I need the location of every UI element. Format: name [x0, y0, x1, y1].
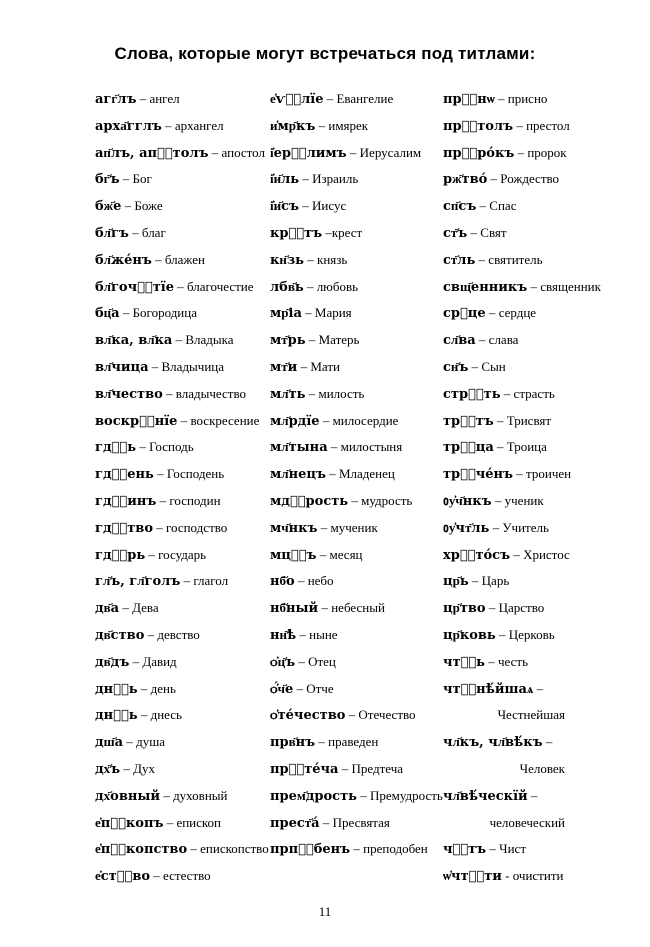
entry-translation: – Сын	[468, 358, 506, 374]
entry-slavonic: і҆и҃съ	[270, 199, 299, 215]
entry-translation: – праведен	[315, 734, 379, 750]
entry-translation: – благ	[128, 224, 166, 240]
entry-slavonic: е҆ѵⷢ҇лїе	[270, 92, 324, 107]
entry-slavonic: бж҃е	[95, 199, 122, 215]
entry-translation: –	[533, 680, 544, 696]
entry-slavonic: прⷭ҇нѡ	[443, 92, 495, 107]
word-entry	[95, 542, 269, 569]
entry-slavonic: прⷭ҇те́ча	[270, 761, 339, 777]
page-number: 11	[318, 904, 332, 919]
entry-translation: – Владычица	[148, 358, 225, 374]
entry-slavonic: ѡ҆чтⷭ҇ти	[443, 869, 502, 885]
word-entry	[443, 622, 601, 649]
word-entry	[270, 86, 443, 113]
entry-slavonic: цр҃ковь	[443, 627, 496, 643]
word-entry	[270, 113, 443, 140]
word-entry	[270, 568, 443, 595]
word-entry	[270, 220, 443, 247]
entry-slavonic: ап҃лъ, апⷭ҇толъ	[95, 145, 209, 161]
entry-translation: – владычество	[162, 385, 247, 401]
word-entry	[443, 756, 565, 783]
entry-slavonic: ѻ҆́ч҃е	[270, 681, 294, 697]
column-1	[95, 86, 269, 890]
word-entry	[270, 434, 443, 461]
entry-slavonic: рж҃тво́	[443, 172, 488, 188]
entry-slavonic: трⷪ҇ца	[443, 440, 494, 456]
word-entry	[270, 408, 443, 435]
entry-translation: – милосердие	[319, 412, 399, 428]
entry-translation: – Рождество	[487, 171, 560, 187]
word-entry	[95, 810, 269, 837]
entry-translation: – преподобен	[350, 841, 428, 857]
entry-slavonic: срⷣце	[443, 306, 486, 322]
entry-slavonic: чтⷭ҇ь	[443, 654, 485, 670]
entry-translation: – Господь	[136, 439, 194, 455]
entry-slavonic: прпⷭ҇бенъ	[270, 842, 351, 858]
column-3	[443, 86, 601, 890]
entry-slavonic: чтⷭ҇нѣ́йшаѧ	[443, 681, 534, 697]
word-entry	[443, 488, 601, 515]
word-entry	[270, 729, 443, 756]
entry-slavonic: мдⷭ҇рость	[270, 493, 349, 509]
word-entry	[443, 193, 601, 220]
word-entry	[95, 434, 269, 461]
entry-slavonic: прем҃дрость	[270, 788, 357, 804]
word-entry	[443, 810, 565, 837]
entry-translation: – Иисус	[299, 198, 347, 214]
word-entry	[95, 729, 269, 756]
entry-translation: – Младенец	[325, 466, 395, 482]
entry-slavonic: ᲂу҆ч҃нкъ	[443, 493, 492, 509]
word-entry	[443, 729, 601, 756]
entry-translation: – небесный	[318, 600, 385, 616]
entry-translation: – Евангелие	[323, 91, 394, 106]
word-entry	[443, 836, 601, 863]
word-entry	[95, 193, 269, 220]
word-entry	[443, 220, 601, 247]
word-entry	[95, 756, 269, 783]
entry-translation: – сердце	[485, 305, 537, 321]
word-entry	[95, 274, 269, 301]
entry-translation: – слава	[475, 332, 519, 348]
entry-slavonic: цр҃ь	[443, 574, 469, 590]
entry-translation: – мученик	[317, 519, 378, 535]
word-entry	[270, 327, 443, 354]
entry-translation: – мудрость	[348, 492, 413, 508]
word-entry	[443, 274, 601, 301]
entry-slavonic: е҆стⷭ҇во	[95, 869, 151, 885]
entry-slavonic: кн҃зь	[270, 252, 304, 268]
entry-translation: – апостол	[208, 144, 265, 160]
word-entry	[95, 300, 269, 327]
word-entry	[270, 676, 443, 703]
entry-slavonic: крⷭ҇тъ	[270, 225, 323, 241]
entry-translation: – блажен	[151, 251, 205, 267]
entry-translation: – Мати	[297, 358, 340, 374]
word-entry	[443, 649, 601, 676]
word-entry	[270, 247, 443, 274]
entry-translation: – Израиль	[299, 171, 359, 187]
entry-translation: Честнейшая	[497, 707, 565, 723]
entry-slavonic: і҆и҃ль	[270, 172, 300, 188]
word-entry	[443, 434, 601, 461]
entry-slavonic: ѻ҆ц҃ъ	[270, 654, 296, 670]
entry-slavonic: нн҃ѣ	[270, 627, 297, 643]
word-entry	[270, 542, 443, 569]
word-entry	[95, 140, 269, 167]
entry-slavonic: прв҃нъ	[270, 735, 316, 751]
entry-slavonic: трⷪ҇че́нъ	[443, 467, 514, 483]
entry-translation: – милость	[305, 385, 365, 401]
entry-translation: – имярек	[315, 117, 369, 133]
entry-translation: – Свят	[467, 224, 507, 240]
word-entry	[270, 649, 443, 676]
word-entry	[95, 568, 269, 595]
entry-slavonic: бг҃ъ	[95, 172, 120, 188]
entry-translation: – естество	[150, 868, 211, 884]
word-entry	[270, 166, 443, 193]
entry-translation: – Дух	[120, 760, 156, 776]
entry-translation: – духовный	[160, 787, 228, 803]
word-entry	[95, 166, 269, 193]
word-entry	[95, 327, 269, 354]
entry-translation: – архангел	[161, 117, 224, 133]
word-entry	[95, 515, 269, 542]
entry-translation: – Учитель	[489, 519, 549, 535]
word-entry	[95, 649, 269, 676]
entry-translation: – престол	[513, 117, 570, 133]
entry-slavonic: гл҃ъ, гл҃голъ	[95, 574, 181, 590]
word-entry	[443, 247, 601, 274]
entry-slavonic: мр҃іа	[270, 306, 302, 322]
entry-translation: – днесь	[137, 707, 182, 723]
entry-slavonic: стрⷭ҇ть	[443, 386, 501, 402]
entry-slavonic: агг҃лъ	[95, 92, 137, 107]
word-entry	[443, 113, 601, 140]
entry-slavonic: цр҃тво	[443, 601, 486, 617]
entry-translation: – епископ	[163, 814, 222, 830]
entry-translation: – Чист	[486, 841, 527, 857]
word-entry	[443, 568, 601, 595]
entry-slavonic: нб҃о	[270, 574, 295, 590]
word-entry	[443, 140, 601, 167]
word-entry	[443, 408, 601, 435]
entry-translation: – Троица	[493, 439, 547, 455]
entry-slavonic: вл҃чица	[95, 359, 149, 375]
entry-translation: – благочестие	[173, 278, 254, 294]
entry-slavonic: мт҃и	[270, 359, 298, 375]
word-entry	[95, 113, 269, 140]
entry-translation: – ныне	[296, 626, 338, 642]
entry-slavonic: ᲂу҆чт҃ль	[443, 520, 490, 536]
entry-slavonic: хрⷭ҇то́съ	[443, 547, 511, 563]
entry-slavonic: ѻ҆те́чество	[270, 708, 346, 724]
entry-translation: – честь	[485, 653, 529, 669]
word-entry	[443, 783, 601, 810]
entry-slavonic: мч҃нкъ	[270, 520, 318, 536]
entry-slavonic: свщ҃енникъ	[443, 279, 528, 295]
word-entry	[270, 274, 443, 301]
word-entry	[270, 836, 443, 863]
entry-translation: – Церковь	[495, 626, 555, 642]
entry-slavonic: воскрⷭ҇нїе	[95, 413, 178, 429]
entry-translation: – Матерь	[305, 332, 360, 348]
entry-slavonic: чл҃вѣ́ческїй	[443, 788, 528, 804]
word-entry	[95, 381, 269, 408]
entry-translation: – душа	[123, 734, 165, 750]
word-entry	[95, 595, 269, 622]
word-entry	[95, 836, 269, 863]
entry-slavonic: і҆ерⷭ҇лимъ	[270, 145, 347, 161]
entry-translation: – ангел	[136, 91, 180, 106]
entry-slavonic: дх҃овный	[95, 788, 161, 804]
entry-slavonic: днⷭ҇ь	[95, 708, 138, 724]
word-entry	[443, 461, 601, 488]
entry-translation: – Премудрость	[356, 787, 443, 803]
entry-translation: – месяц	[316, 546, 363, 562]
entry-translation: – любовь	[303, 278, 359, 294]
entry-slavonic: прест҃а́	[270, 815, 320, 831]
word-entry	[270, 702, 443, 729]
entry-slavonic: дв҃а	[95, 601, 120, 617]
column-2	[270, 86, 443, 863]
word-entry	[270, 810, 443, 837]
entry-slavonic: гдⷭ҇инъ	[95, 493, 157, 509]
entry-slavonic: вл҃чество	[95, 386, 163, 402]
entry-translation: –	[542, 734, 553, 750]
entry-translation: Человек	[519, 760, 565, 776]
word-entry	[270, 488, 443, 515]
entry-slavonic: мл҃нецъ	[270, 467, 326, 483]
word-entry	[443, 595, 601, 622]
word-entry	[443, 515, 601, 542]
entry-slavonic: бц҃а	[95, 306, 120, 322]
entry-translation: – Господень	[153, 466, 225, 482]
entry-slavonic: чⷭ҇тъ	[443, 842, 487, 858]
entry-translation: –	[527, 787, 538, 803]
entry-slavonic: гдⷭ҇ь	[95, 440, 137, 456]
entry-translation: –крест	[322, 224, 363, 240]
word-entry	[95, 676, 269, 703]
entry-translation: – государь	[145, 546, 207, 562]
word-entry	[443, 863, 601, 890]
entry-slavonic: гдⷭ҇рь	[95, 547, 146, 563]
word-entry	[270, 756, 443, 783]
word-entry	[443, 381, 601, 408]
entry-slavonic: прⷭ҇толъ	[443, 118, 514, 134]
entry-translation: – милостыня	[327, 439, 403, 455]
word-entry	[270, 354, 443, 381]
word-entry	[95, 354, 269, 381]
entry-translation: – Бог	[119, 171, 152, 187]
entry-slavonic: мт҃рь	[270, 333, 306, 349]
word-entry	[443, 300, 601, 327]
entry-slavonic: мл҃тына	[270, 440, 328, 456]
entry-slavonic: сп҃съ	[443, 199, 477, 215]
word-entry	[270, 381, 443, 408]
word-entry	[95, 783, 269, 810]
word-entry	[270, 140, 443, 167]
word-entry	[443, 86, 601, 113]
entry-slavonic: чл҃къ, чл҃вѣ́къ	[443, 735, 543, 751]
entry-translation: – троичен	[513, 466, 572, 482]
entry-translation: – Отечество	[345, 707, 416, 723]
entry-slavonic: лбв҃ь	[270, 279, 304, 295]
entry-slavonic: днⷭ҇ь	[95, 681, 138, 697]
entry-translation: – святитель	[475, 251, 543, 267]
entry-slavonic: бл҃гъ	[95, 225, 129, 241]
entry-slavonic: е҆пⷭ҇копство	[95, 842, 188, 858]
word-entry	[443, 676, 601, 703]
word-entry	[270, 783, 443, 810]
entry-translation: – пророк	[514, 144, 567, 160]
entry-slavonic: дв҃ство	[95, 627, 145, 643]
entry-translation: – Предтеча	[338, 760, 404, 776]
word-entry	[95, 461, 269, 488]
entry-translation: – священник	[527, 278, 601, 294]
entry-slavonic: дш҃а	[95, 735, 124, 751]
entry-slavonic: бл҃гочⷭ҇тїе	[95, 279, 174, 295]
entry-translation: – Богородица	[119, 305, 197, 321]
entry-translation: – Спас	[476, 198, 517, 214]
entry-slavonic: гдⷭ҇тво	[95, 520, 153, 536]
entry-translation: – Пресвятая	[319, 814, 390, 830]
entry-translation: – князь	[304, 251, 348, 267]
entry-translation: – Отче	[293, 680, 334, 696]
entry-slavonic: мцⷭ҇ъ	[270, 547, 317, 563]
word-entry	[95, 702, 269, 729]
entry-slavonic: вл҃ка, вл҃ка	[95, 333, 173, 349]
entry-translation: – господство	[153, 519, 228, 535]
entry-slavonic: арха҃гглъ	[95, 118, 162, 134]
entry-slavonic: и҆мр҃къ	[270, 118, 316, 134]
entry-slavonic: дх҃ъ	[95, 761, 121, 777]
word-entry	[270, 595, 443, 622]
word-entry	[270, 300, 443, 327]
entry-translation: – день	[137, 680, 176, 696]
entry-translation: – Отец	[295, 653, 336, 669]
entry-translation: – Царь	[468, 573, 510, 589]
page-title: Слова, которые могут встречаться под титлами:	[114, 44, 536, 63]
entry-translation: – воскресение	[177, 412, 260, 428]
entry-translation: – Христос	[510, 546, 570, 562]
entry-translation: – господин	[156, 492, 221, 508]
entry-translation: – Трисвят	[493, 412, 552, 428]
entry-translation: – Иерусалим	[346, 144, 422, 160]
word-entry	[95, 408, 269, 435]
entry-slavonic: прⷪ҇ро́къ	[443, 145, 515, 161]
entry-translation: – присно	[494, 91, 548, 106]
word-entry	[95, 863, 269, 890]
word-entry	[443, 354, 601, 381]
entry-translation: – страсть	[500, 385, 555, 401]
entry-slavonic: нб҃ный	[270, 601, 319, 617]
entry-translation: – ученик	[491, 492, 544, 508]
word-entry	[270, 193, 443, 220]
entry-translation: – девство	[144, 626, 200, 642]
entry-slavonic: сл҃ва	[443, 333, 476, 349]
entry-slavonic: ст҃ль	[443, 252, 476, 268]
entry-translation: – епископство	[187, 841, 269, 857]
entry-translation: – Давид	[129, 653, 177, 669]
entry-translation: – Владыка	[172, 332, 234, 348]
word-entry	[443, 542, 601, 569]
word-entry	[95, 247, 269, 274]
entry-translation: – Боже	[121, 198, 163, 214]
entry-slavonic: мл҃рдїе	[270, 413, 320, 429]
word-entry	[443, 327, 601, 354]
entry-slavonic: ст҃ъ	[443, 225, 468, 241]
entry-translation: – Дева	[119, 600, 159, 616]
entry-translation: – глагол	[180, 573, 229, 589]
entry-slavonic: трⷭ҇тъ	[443, 413, 494, 429]
entry-translation: – небо	[294, 573, 334, 589]
word-entry	[95, 86, 269, 113]
entry-translation: – Царство	[485, 600, 545, 616]
word-entry	[95, 488, 269, 515]
word-entry	[95, 220, 269, 247]
entry-translation: - очистити	[501, 868, 564, 884]
entry-slavonic: дв҃дъ	[95, 654, 130, 670]
entry-slavonic: е҆пⷭ҇копъ	[95, 815, 164, 831]
word-entry	[443, 166, 601, 193]
word-entry	[270, 622, 443, 649]
word-entry	[270, 461, 443, 488]
entry-translation: – Мария	[301, 305, 352, 321]
entry-slavonic: бл҃же́нъ	[95, 252, 152, 268]
entry-slavonic: гдⷭ҇ень	[95, 467, 154, 483]
entry-slavonic: мл҃ть	[270, 386, 306, 402]
entry-translation: человеческий	[489, 814, 565, 830]
entry-slavonic: сн҃ъ	[443, 359, 469, 375]
word-entry	[270, 515, 443, 542]
word-entry	[95, 622, 269, 649]
word-entry	[443, 702, 565, 729]
